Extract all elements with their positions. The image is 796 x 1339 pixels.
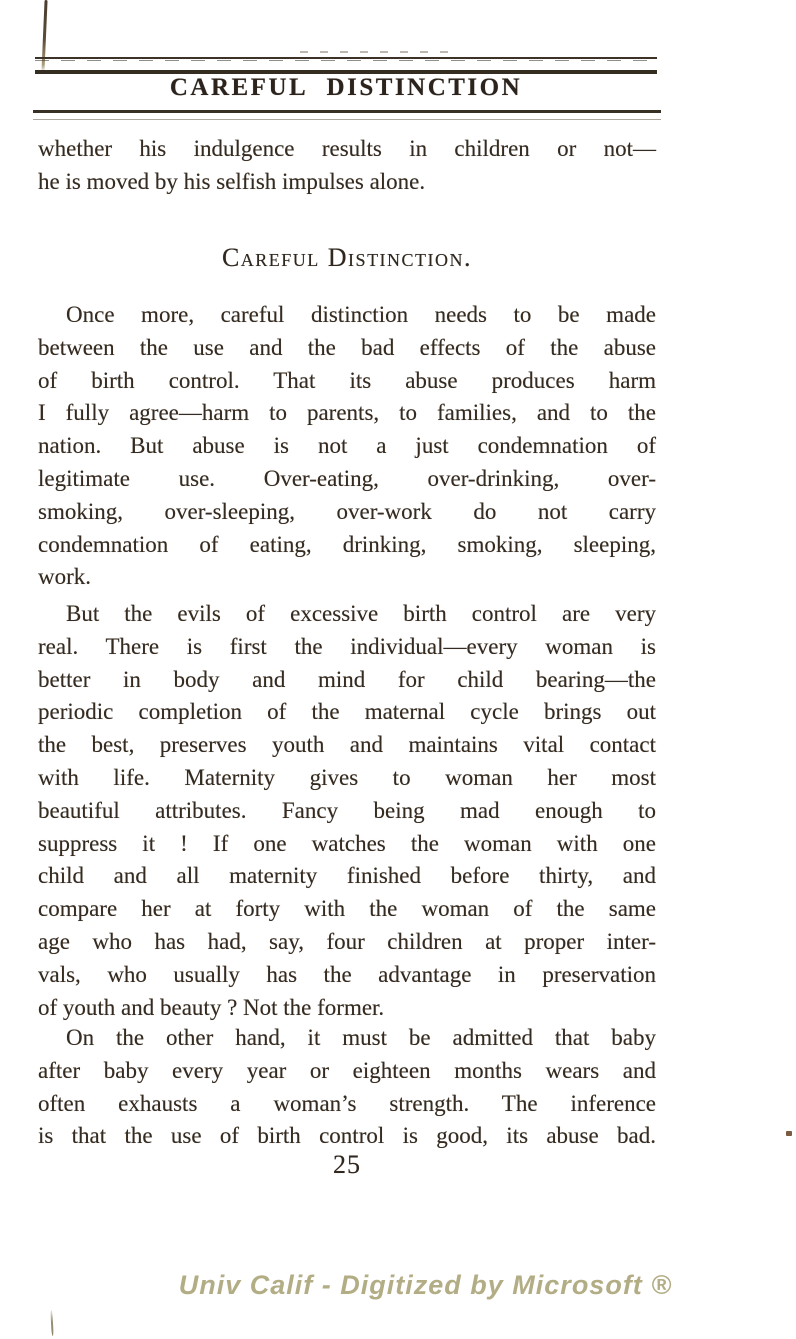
text-line: legitimate use. Over-eating, over-drinking, over-	[38, 465, 656, 491]
text-line: suppress it ! If one watches the woman with one	[38, 830, 656, 856]
text-line: But the evils of excessive birth control are very	[66, 601, 656, 626]
pen-stroke-mark-bottom	[50, 1310, 53, 1336]
text-line: better in body and mind for child bearing—the	[38, 666, 656, 692]
text-line: often exhausts a woman’s strength. The inference	[38, 1090, 656, 1116]
body-paragraph	[38, 598, 656, 1024]
body-paragraph	[38, 1022, 656, 1153]
text-line: he is moved by his selfish impulses alone.	[38, 168, 426, 194]
text-line: with life. Maternity gives to woman her most	[38, 764, 656, 790]
scan-noise-speck	[300, 51, 450, 53]
text-line: smoking, over-sleeping, over-work do not carry	[38, 498, 656, 524]
text-line: Once more, careful distinction needs to be made	[66, 302, 656, 327]
text-line: I fully agree—harm to parents, to families, and to the	[38, 400, 656, 426]
digitization-watermark: Univ Calif - Digitized by Microsoft ®	[178, 1270, 673, 1300]
header-bottom-rule	[33, 110, 661, 120]
text-line: periodic completion of the maternal cycle brings out	[38, 699, 656, 725]
text-line: of youth and beauty ? Not the former.	[38, 994, 385, 1020]
text-line: age who has had, say, four children at proper inter-	[38, 928, 656, 954]
text-line: On the other hand, it must be admitted that baby	[66, 1025, 656, 1050]
text-line: vals, who usually has the advantage in preservation	[38, 961, 656, 987]
text-line: beautiful attributes. Fancy being mad enough to	[38, 797, 656, 823]
text-line: between the use and the bad effects of the abuse	[38, 334, 656, 360]
text-line: is that the use of birth control is good, its abuse bad.	[38, 1123, 656, 1149]
text-line: real. There is first the individual—every woman is	[38, 633, 656, 659]
page-number: 25	[333, 1150, 361, 1179]
text-line: compare her at forty with the woman of the same	[38, 896, 656, 922]
text-line: of birth control. That its abuse produces harm	[38, 367, 656, 393]
section-heading: Careful Distinction.	[221, 243, 473, 272]
text-line: child and all maternity finished before thirty, and	[38, 863, 656, 889]
ink-speck	[786, 1131, 792, 1136]
body-paragraph	[38, 299, 656, 594]
continuation-paragraph	[38, 133, 656, 199]
text-line: whether his indulgence results in children or not—	[38, 136, 656, 161]
text-line: nation. But abuse is not a just condemnation of	[38, 433, 656, 459]
text-line: work.	[38, 564, 92, 590]
running-head-title: CAREFUL DISTINCTION	[169, 74, 523, 101]
text-line: condemnation of eating, drinking, smoking, sleeping,	[38, 531, 656, 557]
header-double-rule	[35, 57, 657, 74]
text-line: the best, preserves youth and maintains vital contact	[38, 732, 656, 758]
text-line: after baby every year or eighteen months wears and	[38, 1057, 656, 1083]
